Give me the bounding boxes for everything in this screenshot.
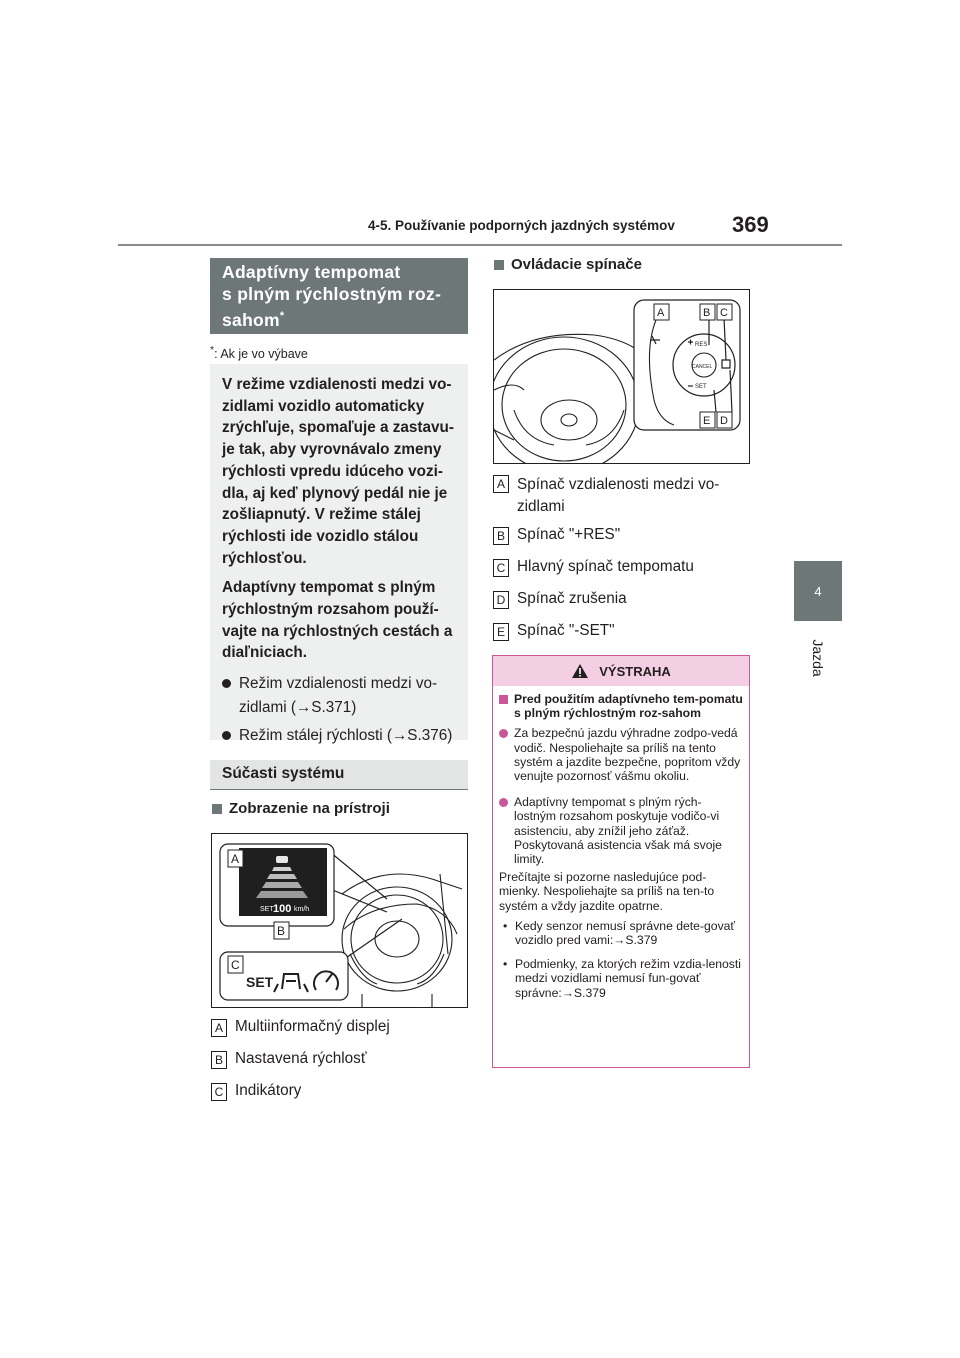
feature-title-line3: sahom	[222, 309, 280, 330]
legend-text: Hlavný spínač tempomatu	[517, 558, 694, 575]
switch-heading	[494, 256, 642, 273]
fig1-key-a: A	[231, 852, 240, 866]
feature-title-line2: s plným rýchlostným roz-	[222, 284, 442, 304]
legend-text: Spínač zrušenia	[517, 590, 627, 607]
legend-text: Spínač "-SET"	[517, 622, 615, 639]
legend-text: Spínač "+RES"	[517, 526, 621, 543]
legend-item-b	[493, 526, 748, 558]
legend-text: Nastavená rýchlosť	[235, 1050, 367, 1067]
dot-bullet-icon	[499, 798, 508, 807]
legend-key: E	[493, 623, 509, 641]
bullet-text[interactable]: Režim stálej rýchlosti (→S.376)	[239, 727, 453, 745]
legend-item-b	[211, 1050, 466, 1082]
fig2-key-c: C	[720, 307, 728, 319]
footnote	[210, 345, 308, 361]
figure2-legend	[493, 474, 748, 654]
figure-steering-switches	[493, 289, 750, 464]
set-speed-value: 100	[273, 903, 292, 915]
section-header-title: 4-5. Používanie podporných jazdných systémov	[368, 218, 675, 233]
fig2-key-d: D	[720, 415, 728, 427]
figure-instrument-display	[211, 833, 468, 1008]
section-heading: Súčasti systému	[210, 760, 468, 790]
bullet-dot-icon	[222, 731, 231, 740]
feature-title-line1: Adaptívny tempomat	[222, 262, 401, 282]
warning-heading	[499, 692, 743, 720]
legend-key: A	[493, 475, 509, 493]
warning-paragraph: Prečítajte si pozorne nasledujúce pod-mienky. Nespoliehajte sa príliš na ten-to systém a vždy jazdite opatrne.	[499, 870, 715, 913]
legend-key: B	[493, 527, 509, 545]
figure1-legend	[211, 1018, 466, 1114]
set-switch-label: SET	[695, 384, 707, 390]
legend-key: A	[211, 1019, 227, 1037]
intro-box	[210, 364, 468, 745]
legend-text: Indikátory	[235, 1082, 302, 1099]
warning-point-text: Za bezpečnú jazdu výhradne zodpo-vedá vodič. Nespoliehajte sa príliš na tento systém a jazdite bezpečne, popritom vždy venujte pozornosť vášmu okoliu.	[514, 726, 741, 784]
set-indicator: SET	[246, 974, 274, 990]
warning-heading-text: Pred použitím adaptívneho tem-pomatu s plným rýchlostným roz-sahom	[514, 692, 743, 721]
warning-list-text[interactable]: Podmienky, za ktorých režim vzdia-lenosti medzi vozidlami nemusí fun-govať správne:→S.379	[515, 957, 741, 1000]
warning-list-item-1: • Kedy senzor nemusí správne dete-govať vozidlo pred vami:→S.379	[499, 919, 743, 947]
header-rule	[118, 244, 842, 246]
legend-item-c	[493, 558, 748, 590]
legend-key: D	[493, 591, 509, 609]
bullet-text[interactable]: Režim vzdialenosti medzi vo-zidlami (→S.371)	[239, 675, 438, 717]
chapter-number: 4	[814, 583, 822, 599]
legend-key: C	[493, 559, 509, 577]
fig1-key-c: C	[231, 958, 240, 972]
page-number: 369	[732, 212, 769, 237]
warning-list-item-2: • Podmienky, za ktorých režim vzdia-lenosti medzi vozidlami nemusí fun-govať správne:→S.379	[503, 957, 741, 1000]
mode-bullet-constant	[222, 724, 460, 748]
square-bullet-icon	[494, 260, 504, 270]
footnote-mark: *	[210, 345, 215, 356]
legend-item-c	[211, 1082, 466, 1114]
warning-header	[493, 656, 749, 686]
display-heading	[212, 800, 390, 817]
legend-item-e	[493, 622, 748, 654]
legend-key: C	[211, 1083, 227, 1101]
warning-point-2	[499, 795, 743, 866]
legend-text: Spínač vzdialenosti medzi vo-zidlami	[517, 476, 720, 515]
fig2-key-a: A	[657, 307, 665, 319]
title-footnote-mark: *	[279, 310, 285, 322]
fig2-key-e: E	[703, 415, 711, 427]
chapter-label: Jazda	[810, 639, 826, 677]
footnote-text: : Ak je vo výbave	[214, 347, 308, 362]
warning-list-text[interactable]: Kedy senzor nemusí správne dete-govať vozidlo pred vami:→S.379	[515, 918, 736, 948]
switch-heading-text: Ovládacie spínače	[511, 256, 642, 273]
square-bullet-icon	[212, 804, 222, 814]
fig2-key-b: B	[703, 307, 711, 319]
warning-triangle-icon	[571, 663, 589, 679]
set-speed-unit: km/h	[294, 906, 310, 913]
warning-box	[492, 655, 750, 1068]
dot-bullet-icon	[499, 729, 508, 738]
intro-paragraph-2: Adaptívny tempomat s plným rýchlostným rozsahom použí-vajte na rýchlostných cestách a diaľniciach.	[222, 579, 453, 662]
display-heading-text: Zobrazenie na prístroji	[229, 800, 390, 817]
legend-item-d	[493, 590, 748, 622]
feature-title-box	[210, 258, 468, 334]
intro-paragraph-1: V režime vzdialenosti medzi vo-zidlami vozidlo automaticky zrýchľuje, spomaľuje a zastavu-je tak, aby vyrovnávalo zmeny rýchlosti vpredu idúceho vozi-dla, aj keď plynový pedál nie je zošliapnutý. V režime stálej rýchlosti ide vozidlo stálou rýchlosťou.	[222, 376, 454, 567]
mode-bullet-distance	[222, 672, 460, 720]
res-switch-label: RES	[695, 342, 708, 348]
square-bullet-icon	[499, 695, 508, 704]
warning-title: VÝSTRAHA	[599, 663, 671, 679]
legend-key: B	[211, 1051, 227, 1069]
cancel-switch-label: CANCEL	[692, 364, 713, 370]
warning-point-1	[499, 726, 743, 783]
set-speed-label: SET	[260, 906, 274, 913]
fig1-key-b: B	[277, 924, 286, 938]
legend-item-a	[211, 1018, 466, 1050]
instrument-cluster-illustration	[212, 834, 467, 1007]
steering-switch-illustration	[494, 290, 749, 463]
bullet-dot-icon	[222, 679, 231, 688]
legend-item-a	[493, 474, 748, 526]
legend-text: Multiinformačný displej	[235, 1018, 390, 1035]
warning-point-text: Adaptívny tempomat s plným rých-lostným rozsahom poskytuje vodičo-vi asistenciu, aby znížil jeho záťaž. Poskytovaná asistencia však má svoje limity.	[514, 795, 722, 867]
